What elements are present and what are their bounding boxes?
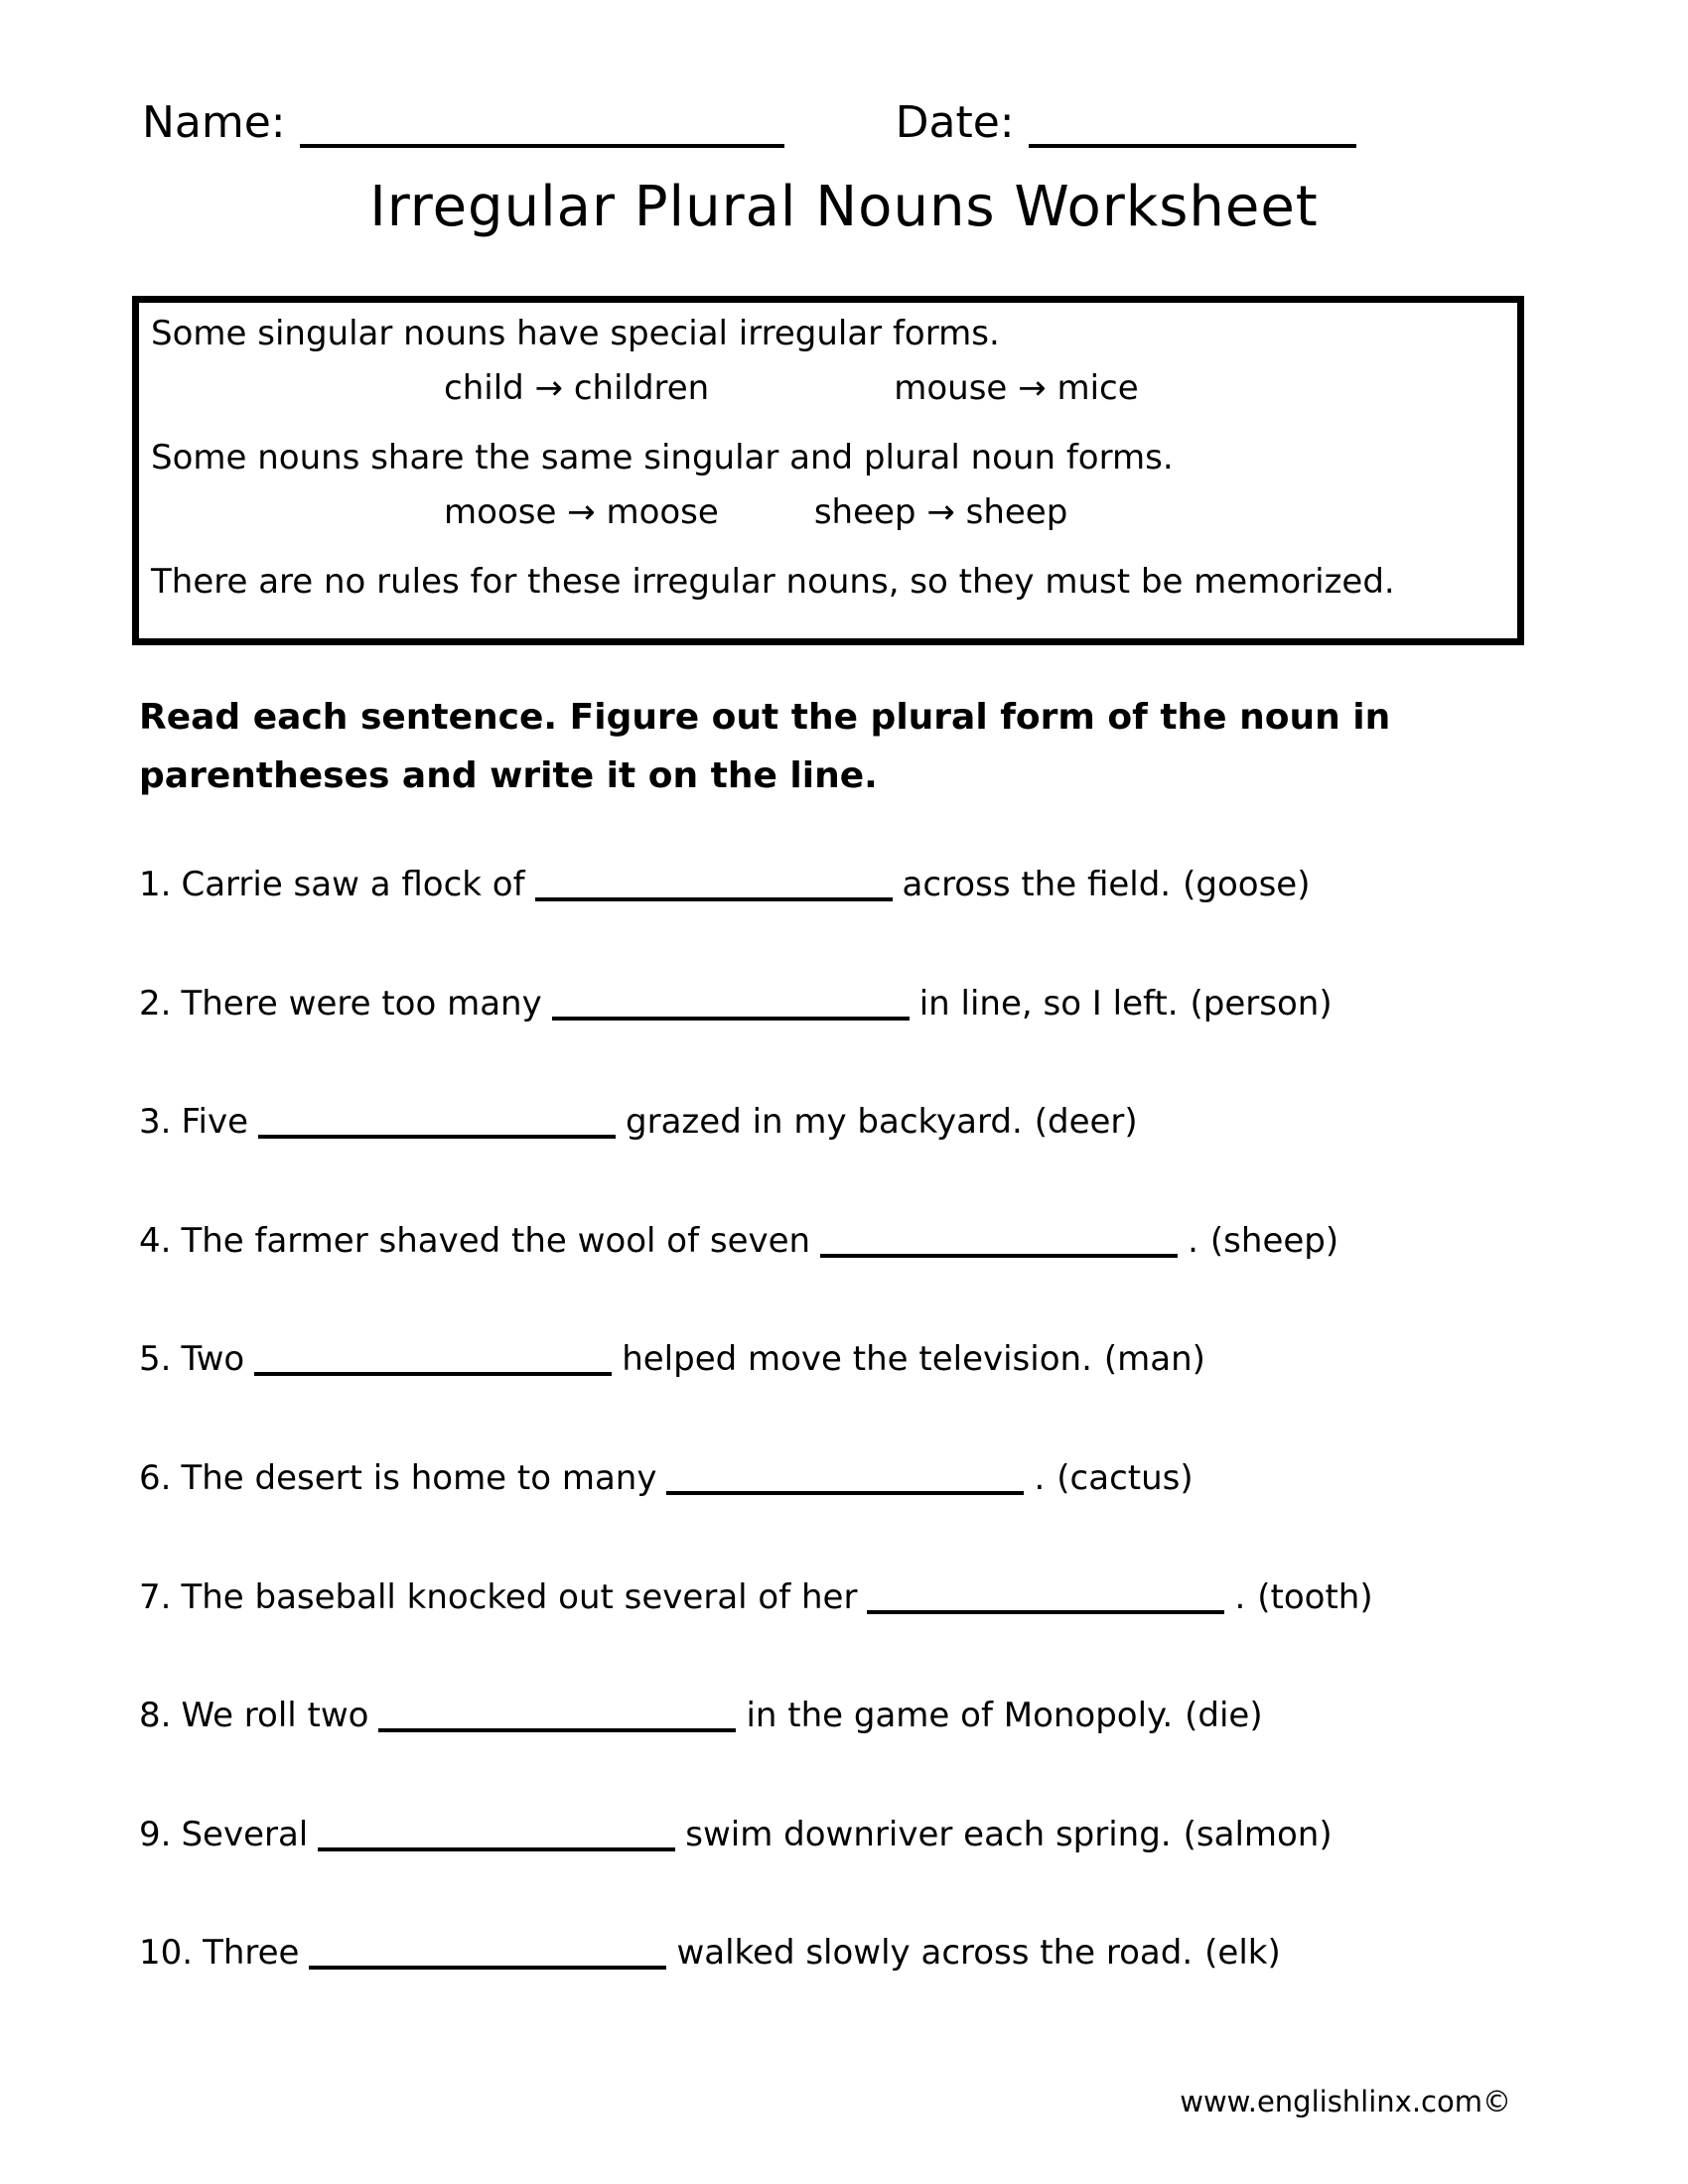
question-hint: (man) — [1103, 1339, 1205, 1380]
date-label: Date: — [895, 97, 1015, 148]
question-row — [139, 1930, 1628, 1978]
singular-plural-example: mouse → mice — [894, 367, 1139, 408]
question-text-before: The farmer shaved the wool of seven — [181, 1220, 811, 1261]
question-hint: (tooth) — [1257, 1576, 1373, 1617]
answer-blank[interactable] — [309, 1932, 666, 1970]
question-row — [139, 1099, 1628, 1147]
header-row — [142, 94, 1356, 148]
date-input-line[interactable] — [1029, 94, 1356, 148]
singular-plural-example: sheep → sheep — [813, 491, 1068, 532]
question-text-before: Carrie saw a flock of — [181, 865, 525, 904]
question-hint: (deer) — [1034, 1102, 1138, 1143]
page-title: Irregular Plural Nouns Worksheet — [369, 175, 1319, 239]
question-hint: (elk) — [1204, 1933, 1281, 1974]
answer-blank[interactable] — [552, 983, 910, 1021]
question-text-before: We roll two — [181, 1696, 369, 1736]
question-hint: (person) — [1190, 983, 1333, 1024]
question-text-after: grazed in my backyard. — [626, 1102, 1023, 1143]
instructions — [139, 688, 1390, 806]
singular-plural-example: moose → moose — [444, 491, 719, 532]
answer-blank[interactable] — [378, 1695, 736, 1732]
rule-note: There are no rules for these irregular nouns, so they must be memorized. — [151, 562, 1395, 602]
answer-blank[interactable] — [254, 1338, 612, 1376]
answer-blank[interactable] — [666, 1457, 1024, 1495]
question-text-after: . — [1188, 1220, 1198, 1261]
name-label: Name: — [142, 97, 286, 148]
question-row — [139, 1455, 1628, 1503]
question-row — [139, 1574, 1628, 1622]
question-text-after: . — [1034, 1457, 1046, 1498]
questions-list — [139, 862, 1628, 2049]
answer-blank[interactable] — [258, 1101, 616, 1139]
question-text-after: in the game of Monopoly. — [746, 1696, 1174, 1736]
question-text-after: swim downriver each spring. — [685, 1814, 1172, 1854]
answer-blank[interactable] — [535, 864, 893, 901]
question-text-after: walked slowly across the road. — [676, 1933, 1194, 1974]
question-hint: (sheep) — [1209, 1220, 1339, 1261]
question-number: 8. — [139, 1696, 172, 1736]
question-number: 2. — [139, 983, 172, 1024]
question-row — [139, 862, 1628, 909]
answer-blank[interactable] — [318, 1814, 675, 1851]
question-row — [139, 1812, 1628, 1859]
question-number: 9. — [139, 1814, 172, 1854]
question-hint: (cactus) — [1056, 1457, 1194, 1498]
instructions-line-2: parentheses and write it on the line. — [139, 755, 878, 797]
answer-blank[interactable] — [867, 1576, 1224, 1614]
singular-plural-example: child → children — [444, 367, 710, 408]
instructions-line-1: Read each sentence. Figure out the plural form of the noun in — [139, 697, 1391, 738]
rule-examples-same-form — [151, 491, 1505, 534]
question-text-before: Three — [203, 1933, 300, 1974]
question-number: 4. — [139, 1220, 172, 1261]
footer-credit: www.englishlinx.com© — [1180, 2085, 1511, 2118]
question-hint: (die) — [1185, 1696, 1263, 1736]
name-input-line[interactable] — [300, 94, 784, 148]
question-hint: (goose) — [1183, 865, 1311, 904]
question-text-after: . — [1234, 1576, 1246, 1617]
question-number: 7. — [139, 1576, 172, 1617]
question-hint: (salmon) — [1183, 1814, 1333, 1854]
question-number: 10. — [139, 1933, 194, 1974]
rule-text-irregular: Some singular nouns have special irregular forms. — [151, 314, 1000, 353]
rule-text-same-form: Some nouns share the same singular and plural noun forms. — [151, 438, 1174, 478]
question-text-before: Several — [181, 1814, 309, 1854]
question-row — [139, 1336, 1628, 1384]
rules-box — [132, 296, 1524, 645]
answer-blank[interactable] — [820, 1220, 1178, 1258]
question-number: 5. — [139, 1339, 172, 1380]
question-text-before: The desert is home to many — [181, 1457, 657, 1498]
question-row — [139, 1218, 1628, 1266]
question-number: 1. — [139, 865, 172, 904]
rule-examples-irregular — [151, 367, 1505, 410]
question-row — [139, 1693, 1628, 1740]
question-text-before: There were too many — [181, 983, 542, 1024]
question-text-after: across the field. — [902, 865, 1172, 904]
question-text-before: The baseball knocked out several of her — [181, 1576, 858, 1617]
question-text-after: helped move the television. — [622, 1339, 1092, 1380]
question-row — [139, 981, 1628, 1028]
question-number: 3. — [139, 1102, 172, 1143]
question-number: 6. — [139, 1457, 172, 1498]
question-text-before: Five — [181, 1102, 249, 1143]
question-text-after: in line, so I left. — [918, 983, 1179, 1024]
question-text-before: Two — [181, 1339, 245, 1380]
